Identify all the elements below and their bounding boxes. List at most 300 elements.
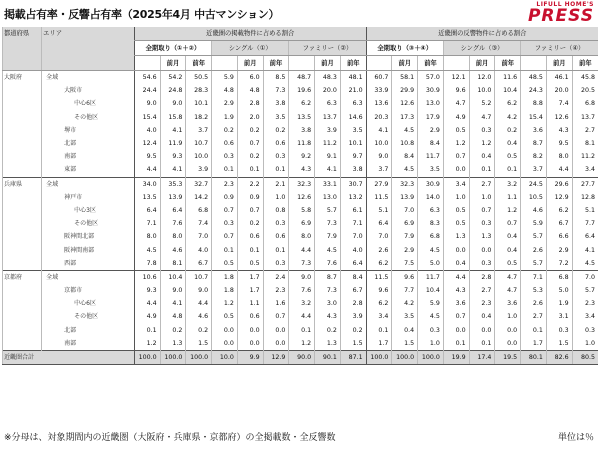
area-cell: 神戸市 [42,191,135,204]
prev-year-col-header: 前年 [340,56,366,71]
value-cell: 10.0 [469,84,495,97]
value-cell: 7.4 [546,97,572,110]
prev-month-col-header: 前月 [160,56,186,71]
value-cell: 13.6 [366,97,392,110]
value-cell: 0.2 [237,217,263,230]
value-cell: 9.3 [134,284,160,297]
value-cell: 8.1 [572,137,598,150]
value-cell: 20.0 [546,84,572,97]
value-cell: 10.1 [340,137,366,150]
value-cell: 0.1 [443,337,469,351]
value-cell: 3.1 [546,310,572,323]
value-cell: 0.6 [212,137,238,150]
value-cell: 0.1 [521,324,547,337]
value-cell: 3.8 [340,163,366,177]
value-cell: 100.0 [418,350,444,364]
value-cell: 0.9 [212,191,238,204]
value-cell: 24.4 [134,84,160,97]
value-cell: 20.0 [315,84,341,97]
value-cell: 60.7 [366,71,392,85]
value-cell: 1.5 [546,337,572,351]
value-cell: 0.2 [495,124,521,137]
value-cell: 1.0 [418,337,444,351]
all-header: 全期取り（①＋②） [134,41,211,56]
value-cell: 2.7 [521,310,547,323]
value-cell: 19.5 [495,350,521,364]
single-header: シングル（①） [212,41,289,56]
value-cell: 6.7 [340,284,366,297]
value-cell: 80.1 [521,350,547,364]
value-cell: 5.0 [546,284,572,297]
value-cell: 0.0 [443,324,469,337]
area-cell: 中心6区 [42,297,135,310]
value-cell: 10.6 [134,270,160,284]
value-cell: 5.3 [521,284,547,297]
value-cell: 4.6 [160,243,186,256]
family-header: ファミリー（②） [289,41,366,56]
value-cell: 3.9 [315,124,341,137]
value-cell: 29.9 [392,84,418,97]
value-cell: 13.5 [289,111,315,124]
value-cell: 0.0 [212,324,238,337]
value-cell: 11.7 [418,270,444,284]
value-cell: 4.0 [186,243,212,256]
value-cell: 9.0 [160,97,186,110]
area-cell: 東部 [42,163,135,177]
value-cell: 9.5 [134,150,160,163]
value-cell: 10.4 [160,270,186,284]
value-cell: 1.1 [237,297,263,310]
value-cell: 3.7 [186,124,212,137]
value-cell: 5.8 [289,204,315,217]
value-cell: 0.1 [495,163,521,177]
logo-top: LIFULL HOME'S [536,1,594,8]
page-title: 掲載占有率・反響占有率（2025年4月 中古マンション） [4,8,280,21]
value-cell: 3.6 [443,297,469,310]
value-cell: 5.9 [521,217,547,230]
value-cell: 8.7 [315,270,341,284]
value-cell: 7.3 [315,217,341,230]
value-cell: 29.6 [546,177,572,191]
value-cell: 0.3 [263,257,289,271]
value-cell: 12.6 [392,97,418,110]
value-cell: 0.7 [469,204,495,217]
value-cell: 0.3 [469,217,495,230]
value-cell: 58.1 [392,71,418,85]
table-row [3,84,599,97]
value-cell: 0.7 [495,217,521,230]
value-cell: 1.3 [315,337,341,351]
value-cell: 4.1 [160,124,186,137]
value-cell: 4.7 [495,284,521,297]
value-cell: 0.1 [289,324,315,337]
value-cell: 34.0 [134,177,160,191]
pref-cell [3,163,42,177]
value-cell: 1.0 [495,310,521,323]
value-cell: 0.1 [212,243,238,256]
value-cell: 13.9 [160,191,186,204]
value-cell: 4.5 [418,310,444,323]
value-cell: 2.6 [521,243,547,256]
value-cell: 6.8 [186,204,212,217]
value-cell: 17.4 [469,350,495,364]
value-cell: 6.6 [546,230,572,243]
value-cell: 0.6 [263,137,289,150]
value-cell: 0.2 [315,324,341,337]
value-cell: 3.7 [521,163,547,177]
value-cell: 2.2 [237,177,263,191]
value-cell: 6.3 [340,97,366,110]
value-cell: 0.5 [443,124,469,137]
value-cell: 0.0 [237,337,263,351]
value-cell: 5.7 [521,230,547,243]
value-cell: 4.3 [315,310,341,323]
value-cell: 7.1 [340,217,366,230]
current-col-header [289,56,315,71]
value-cell: 3.7 [366,163,392,177]
value-cell: 6.3 [315,97,341,110]
value-cell: 2.3 [469,297,495,310]
value-cell: 2.1 [263,177,289,191]
value-cell: 8.0 [289,230,315,243]
pref-cell: 兵庫県 [3,177,42,191]
value-cell: 3.5 [392,310,418,323]
value-cell: 3.4 [572,310,598,323]
value-cell: 6.8 [572,97,598,110]
value-cell: 10.7 [186,270,212,284]
value-cell: 6.8 [546,270,572,284]
value-cell: 82.6 [546,350,572,364]
value-cell: 6.0 [237,71,263,85]
table-row [3,230,599,243]
value-cell: 5.0 [418,257,444,271]
value-cell: 48.3 [315,71,341,85]
value-cell: 4.3 [289,163,315,177]
table-row [3,71,599,85]
value-cell: 3.9 [340,310,366,323]
value-cell: 45.8 [572,71,598,85]
value-cell: 8.0 [160,230,186,243]
value-cell: 10.5 [521,191,547,204]
value-cell: 9.6 [392,270,418,284]
area-cell: 全域 [42,270,135,284]
value-cell: 0.4 [469,150,495,163]
value-cell: 4.2 [495,111,521,124]
area-cell: 西部 [42,257,135,271]
table-row [3,310,599,323]
value-cell: 5.2 [469,97,495,110]
value-cell: 0.1 [263,243,289,256]
response-group-header: 近畿圏の反響物件に占める割合 [366,27,598,41]
value-cell: 0.2 [186,324,212,337]
value-cell: 8.8 [521,97,547,110]
value-cell: 0.7 [237,204,263,217]
value-cell: 2.0 [237,111,263,124]
area-cell: 阪神間南部 [42,243,135,256]
value-cell: 27.7 [572,177,598,191]
value-cell: 7.6 [289,284,315,297]
value-cell: 0.1 [469,163,495,177]
value-cell: 6.2 [289,97,315,110]
value-cell: 4.0 [134,124,160,137]
value-cell: 11.5 [366,270,392,284]
value-cell: 57.0 [418,71,444,85]
value-cell: 12.1 [443,71,469,85]
value-cell: 12.9 [263,350,289,364]
value-cell: 0.4 [495,137,521,150]
value-cell: 10.7 [186,137,212,150]
value-cell: 1.5 [186,337,212,351]
value-cell: 20.5 [572,84,598,97]
value-cell: 14.0 [418,191,444,204]
prev-month-col-header: 前月 [315,56,341,71]
value-cell: 2.3 [212,177,238,191]
pref-cell [3,257,42,271]
value-cell: 2.7 [469,177,495,191]
value-cell: 32.7 [186,177,212,191]
pref-cell: 京都府 [3,270,42,284]
value-cell: 0.5 [212,257,238,271]
value-cell: 7.7 [392,284,418,297]
table-row [3,324,599,337]
value-cell: 8.4 [392,150,418,163]
value-cell: 0.0 [469,243,495,256]
value-cell: 46.1 [546,71,572,85]
value-cell: 1.3 [469,230,495,243]
value-cell: 8.7 [521,137,547,150]
value-cell: 9.0 [186,284,212,297]
pref-cell: 大阪府 [3,71,42,85]
value-cell: 7.6 [160,217,186,230]
area-cell: 堺市 [42,124,135,137]
single-r-header: シングル（③） [443,41,520,56]
value-cell: 14.2 [186,191,212,204]
family-r-header: ファミリー（④） [521,41,598,56]
value-cell: 2.7 [572,124,598,137]
value-cell: 4.9 [443,111,469,124]
prev-year-col-header: 前年 [263,56,289,71]
value-cell: 50.5 [186,71,212,85]
value-cell: 0.0 [443,163,469,177]
value-cell: 0.3 [469,257,495,271]
value-cell: 0.7 [263,310,289,323]
value-cell: 1.2 [289,337,315,351]
value-cell: 4.1 [160,163,186,177]
value-cell: 8.0 [134,230,160,243]
value-cell: 4.4 [289,243,315,256]
value-cell: 17.3 [392,111,418,124]
value-cell: 12.6 [289,191,315,204]
value-cell: 0.1 [237,243,263,256]
area-cell: その他区 [42,111,135,124]
value-cell: 8.5 [263,71,289,85]
value-cell: 33.1 [315,177,341,191]
value-cell: 9.7 [340,150,366,163]
area-cell: 大阪市 [42,84,135,97]
value-cell: 6.3 [418,204,444,217]
value-cell: 0.2 [212,124,238,137]
value-cell: 0.5 [495,150,521,163]
value-cell: 11.2 [315,137,341,150]
value-cell: 32.3 [392,177,418,191]
value-cell: 0.1 [237,163,263,177]
value-cell: 4.8 [212,84,238,97]
value-cell: 9.0 [366,150,392,163]
value-cell: 1.7 [237,284,263,297]
value-cell: 1.8 [212,270,238,284]
value-cell: 48.7 [289,71,315,85]
pref-cell [3,324,42,337]
value-cell: 5.1 [366,204,392,217]
value-cell: 3.5 [340,124,366,137]
value-cell: 17.9 [418,111,444,124]
value-cell: 35.3 [160,177,186,191]
value-cell: 0.6 [237,230,263,243]
value-cell: 0.4 [495,230,521,243]
value-cell: 0.0 [443,243,469,256]
prev-year-col-header: 前年 [418,56,444,71]
value-cell: 3.8 [263,97,289,110]
value-cell: 100.0 [366,350,392,364]
value-cell: 48.1 [340,71,366,85]
value-cell: 0.3 [212,217,238,230]
value-cell: 4.4 [186,297,212,310]
prev-month-col-header: 前月 [392,56,418,71]
value-cell: 2.4 [263,270,289,284]
pref-cell [3,84,42,97]
value-cell: 4.7 [443,97,469,110]
value-cell: 3.5 [263,111,289,124]
value-cell: 6.8 [418,230,444,243]
value-cell: 10.0 [212,350,238,364]
value-cell: 9.0 [289,270,315,284]
value-cell: 6.2 [495,97,521,110]
value-cell: 3.6 [521,124,547,137]
value-cell: 18.2 [186,111,212,124]
prev-year-col-header: 前年 [186,56,212,71]
value-cell: 19.6 [289,84,315,97]
value-cell: 100.0 [160,350,186,364]
value-cell: 24.3 [521,84,547,97]
table-row [3,217,599,230]
value-cell: 4.5 [418,243,444,256]
current-col-header [443,56,469,71]
value-cell: 2.7 [469,284,495,297]
value-cell: 2.9 [418,124,444,137]
value-cell: 4.4 [134,297,160,310]
value-cell: 4.9 [134,310,160,323]
value-cell: 10.0 [366,137,392,150]
value-cell: 11.7 [418,150,444,163]
value-cell: 9.1 [315,150,341,163]
logo-main: PRESS [527,6,594,26]
value-cell: 8.1 [160,257,186,271]
listing-group-header: 近畿圏の掲載物件に占める割合 [134,27,366,41]
value-cell: 9.0 [134,97,160,110]
value-cell: 10.0 [186,150,212,163]
value-cell: 6.4 [134,204,160,217]
value-cell: 54.2 [160,71,186,85]
value-cell: 3.0 [315,297,341,310]
value-cell: 1.1 [495,191,521,204]
value-cell: 2.6 [521,297,547,310]
value-cell: 0.1 [469,337,495,351]
value-cell: 11.6 [495,71,521,85]
table-row [3,243,599,256]
all-r-header: 全期取り（③＋④） [366,41,443,56]
value-cell: 0.0 [212,337,238,351]
value-cell: 6.7 [546,217,572,230]
pref-cell [3,150,42,163]
value-cell: 2.6 [366,243,392,256]
value-cell: 12.0 [469,71,495,85]
value-cell: 9.0 [160,284,186,297]
value-cell: 19.9 [443,350,469,364]
value-cell: 21.0 [340,84,366,97]
area-cell: 京都市 [42,284,135,297]
value-cell: 20.3 [366,111,392,124]
value-cell: 0.3 [263,217,289,230]
value-cell: 7.9 [392,230,418,243]
current-col-header [366,56,392,71]
value-cell: 0.3 [263,150,289,163]
value-cell: 8.3 [418,217,444,230]
table-row [3,270,599,284]
value-cell: 0.1 [263,163,289,177]
value-cell: 13.7 [572,111,598,124]
value-cell: 7.3 [315,284,341,297]
pref-cell [3,111,42,124]
value-cell: 90.1 [315,350,341,364]
value-cell: 2.3 [263,284,289,297]
value-cell: 3.6 [495,297,521,310]
area-cell: 全域 [42,71,135,85]
pref-cell [3,217,42,230]
value-cell: 4.3 [546,124,572,137]
value-cell: 0.4 [495,243,521,256]
area-cell: 南部 [42,337,135,351]
value-cell: 0.1 [366,324,392,337]
value-cell: 5.1 [572,204,598,217]
table-row [3,163,599,177]
value-cell: 4.5 [315,243,341,256]
value-cell: 30.7 [340,177,366,191]
value-cell: 3.8 [289,124,315,137]
value-cell: 13.9 [392,191,418,204]
value-cell: 10.1 [186,97,212,110]
value-cell: 2.9 [546,243,572,256]
value-cell: 0.5 [443,217,469,230]
value-cell: 0.0 [263,324,289,337]
value-cell: 4.5 [392,163,418,177]
value-cell: 3.5 [418,163,444,177]
col-area-header: エリア [42,27,135,71]
value-cell: 7.3 [263,84,289,97]
value-cell: 3.2 [289,297,315,310]
brand-logo [528,2,594,25]
value-cell: 6.4 [366,217,392,230]
value-cell: 0.0 [495,324,521,337]
prev-month-col-header: 前月 [469,56,495,71]
value-cell: 12.6 [546,111,572,124]
prev-month-col-header: 前月 [546,56,572,71]
value-cell: 80.5 [572,350,598,364]
footnote: ※分母は、対象期間内の近畿圏（大阪府・兵庫県・京都府）の全掲載数・全反響数 [4,433,336,443]
value-cell: 0.0 [469,324,495,337]
value-cell: 6.7 [186,257,212,271]
value-cell: 0.9 [237,191,263,204]
value-cell: 7.0 [572,270,598,284]
